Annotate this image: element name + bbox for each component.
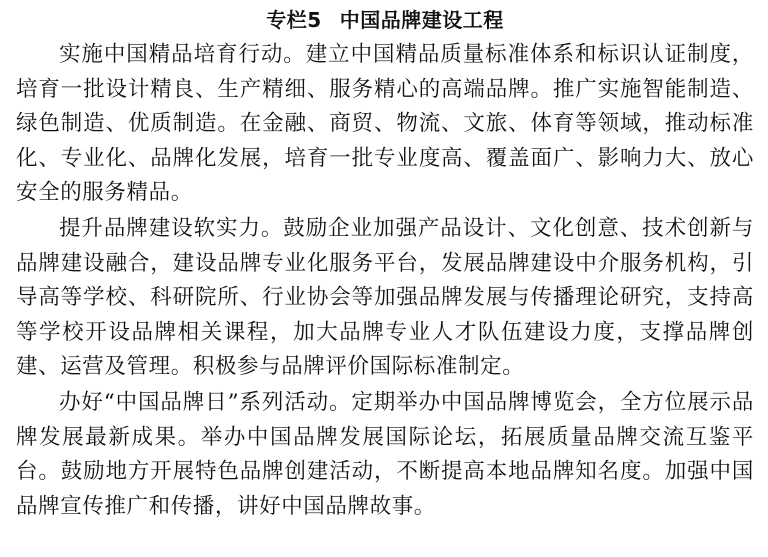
column-label: 专栏5	[266, 8, 322, 32]
paragraph-3: 办好“中国品牌日”系列活动。定期举办中国品牌博览会，全方位展示品牌发展最新成果。举办中国品牌发展国际论坛，拓展质量品牌交流互鉴平台。鼓励地方开展特色品牌创建活动，不断提高本地品牌知名度。加强中国品牌宣传推广和传播，讲好中国品牌故事。	[16, 389, 754, 519]
paragraph-1: 实施中国精品培育行动。建立中国精品质量标准体系和标识认证制度，培育一批设计精良、生产精细、服务精心的高端品牌。推广实施智能制造、绿色制造、优质制造。在金融、商贸、物流、文旅、体育等领域，推动标准化、专业化、品牌化发展，培育一批专业度高、覆盖面广、影响力大、放心安全的服务精品。	[16, 42, 754, 206]
column-title	[16, 6, 754, 38]
paragraph-2: 提升品牌建设软实力。鼓励企业加强产品设计、文化创意、技术创新与品牌建设融合，建设品牌专业化服务平台，发展品牌建设中介服务机构，引导高等学校、科研院所、行业协会等加强品牌发展与传播理论研究，支持高等学校开设品牌相关课程，加大品牌专业人才队伍建设力度，支撑品牌创建、运营及管理。积极参与品牌评价国际标准制定。	[16, 215, 754, 380]
column-heading: 中国品牌建设工程	[339, 8, 504, 32]
